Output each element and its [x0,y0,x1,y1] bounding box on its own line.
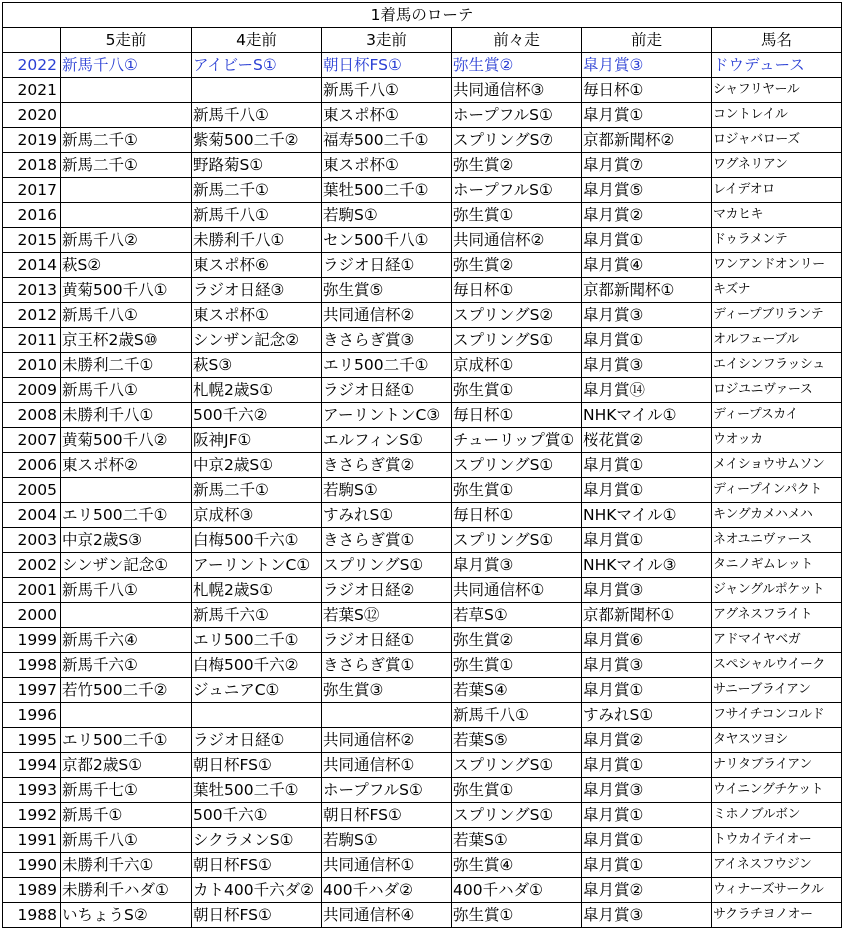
race-2-ago-cell[interactable]: スプリングS① [452,528,582,553]
table-row [3,728,842,753]
year-cell[interactable]: 2018 [3,153,61,178]
race-2-ago-cell[interactable]: 若葉S① [452,828,582,853]
year-cell[interactable]: 2006 [3,453,61,478]
year-cell[interactable]: 2008 [3,403,61,428]
table-row [3,253,842,278]
race-4-ago-cell[interactable]: 未勝利千八① [192,228,322,253]
year-cell[interactable]: 2002 [3,553,61,578]
race-4-ago-cell[interactable]: 札幌2歳S① [192,578,322,603]
table-row [3,328,842,353]
race-2-ago-cell[interactable]: 弥生賞② [452,628,582,653]
previous-race-cell[interactable]: 皐月賞② [582,878,712,903]
race-3-ago-cell[interactable]: きさらぎ賞③ [322,328,452,353]
race-4-ago-cell[interactable]: アイビーS① [192,53,322,78]
previous-race-cell[interactable]: 皐月賞② [582,203,712,228]
race-2-ago-cell[interactable]: 弥生賞② [452,53,582,78]
race-2-ago-cell[interactable]: 若葉S④ [452,678,582,703]
header-2-races-ago[interactable]: 前々走 [452,28,582,53]
previous-race-cell[interactable]: NHKマイル① [582,503,712,528]
race-4-ago-cell[interactable]: 萩S③ [192,353,322,378]
table-row [3,578,842,603]
previous-race-cell[interactable]: 皐月賞① [582,753,712,778]
race-4-ago-cell[interactable]: 新馬千八① [192,203,322,228]
year-cell[interactable]: 2014 [3,253,61,278]
previous-race-cell[interactable]: 皐月賞⑤ [582,178,712,203]
year-cell[interactable]: 1988 [3,903,61,928]
race-2-ago-cell[interactable]: 弥生賞① [452,903,582,928]
header-4-races-ago[interactable]: 4走前 [192,28,322,53]
year-cell[interactable]: 2017 [3,178,61,203]
race-5-ago-cell[interactable] [61,703,192,728]
race-2-ago-cell[interactable]: 皐月賞③ [452,553,582,578]
race-5-ago-cell[interactable]: エリ500二千① [61,728,192,753]
race-3-ago-cell[interactable]: すみれS① [322,503,452,528]
race-4-ago-cell[interactable]: 朝日杯FS① [192,753,322,778]
horse-name-cell[interactable]: ウオッカ [712,428,842,453]
race-5-ago-cell[interactable]: いちょうS② [61,903,192,928]
horse-name-cell[interactable]: ミホノブルボン [712,803,842,828]
table-row [3,78,842,103]
previous-race-cell[interactable]: 桜花賞② [582,428,712,453]
race-5-ago-cell[interactable]: シンザン記念① [61,553,192,578]
year-cell[interactable]: 2007 [3,428,61,453]
race-5-ago-cell[interactable]: 新馬千① [61,803,192,828]
horse-name-cell[interactable]: ワグネリアン [712,153,842,178]
table-row [3,853,842,878]
previous-race-cell[interactable]: 皐月賞⑥ [582,628,712,653]
year-cell[interactable]: 2020 [3,103,61,128]
horse-name-cell[interactable]: エイシンフラッシュ [712,353,842,378]
race-4-ago-cell[interactable]: アーリントンC① [192,553,322,578]
table-row [3,228,842,253]
previous-race-cell[interactable]: 皐月賞① [582,103,712,128]
year-cell[interactable]: 2013 [3,278,61,303]
race-2-ago-cell[interactable]: 若葉S⑤ [452,728,582,753]
race-2-ago-cell[interactable]: スプリングS① [452,453,582,478]
race-3-ago-cell[interactable]: ラジオ日経① [322,253,452,278]
previous-race-cell[interactable]: 京都新聞杯① [582,603,712,628]
year-cell[interactable]: 1998 [3,653,61,678]
race-4-ago-cell[interactable]: 新馬二千① [192,178,322,203]
header-3-races-ago[interactable]: 3走前 [322,28,452,53]
race-2-ago-cell[interactable]: 共同通信杯① [452,578,582,603]
race-2-ago-cell[interactable]: 共同通信杯③ [452,78,582,103]
race-2-ago-cell[interactable]: 弥生賞① [452,778,582,803]
table-row [3,178,842,203]
race-3-ago-cell[interactable]: 共同通信杯① [322,853,452,878]
race-2-ago-cell[interactable]: 毎日杯① [452,278,582,303]
year-cell[interactable]: 2010 [3,353,61,378]
race-4-ago-cell[interactable]: 白梅500千六② [192,653,322,678]
horse-name-cell[interactable]: トウカイテイオー [712,828,842,853]
horse-name-cell[interactable]: メイショウサムソン [712,453,842,478]
race-3-ago-cell[interactable]: 弥生賞⑤ [322,278,452,303]
race-3-ago-cell[interactable]: エルフィンS① [322,428,452,453]
previous-race-cell[interactable]: 皐月賞④ [582,253,712,278]
previous-race-cell[interactable]: 皐月賞③ [582,353,712,378]
race-4-ago-cell[interactable]: 新馬千六① [192,603,322,628]
race-4-ago-cell[interactable]: シクラメンS① [192,828,322,853]
race-5-ago-cell[interactable]: 新馬千六④ [61,628,192,653]
table-row [3,703,842,728]
race-4-ago-cell[interactable] [192,703,322,728]
horse-name-cell[interactable]: オルフェーブル [712,328,842,353]
race-4-ago-cell[interactable]: ラジオ日経③ [192,278,322,303]
race-3-ago-cell[interactable]: スプリングS① [322,553,452,578]
race-2-ago-cell[interactable]: ホープフルS① [452,103,582,128]
year-cell[interactable]: 2000 [3,603,61,628]
table-row [3,628,842,653]
table-row [3,903,842,928]
table-row [3,478,842,503]
horse-name-cell[interactable]: ディープブリランテ [712,303,842,328]
race-5-ago-cell[interactable]: 新馬千六① [61,653,192,678]
race-5-ago-cell[interactable]: 新馬二千① [61,128,192,153]
table-row [3,103,842,128]
table-row [3,828,842,853]
year-cell[interactable]: 2003 [3,528,61,553]
race-4-ago-cell[interactable]: エリ500二千① [192,628,322,653]
horse-name-cell[interactable]: ジャングルポケット [712,578,842,603]
race-3-ago-cell[interactable]: 共同通信杯① [322,753,452,778]
race-3-ago-cell[interactable]: 若駒S① [322,203,452,228]
table-row [3,503,842,528]
year-cell[interactable]: 2011 [3,328,61,353]
previous-race-cell[interactable]: 皐月賞③ [582,903,712,928]
race-3-ago-cell[interactable]: 新馬千八① [322,78,452,103]
race-5-ago-cell[interactable] [61,203,192,228]
race-2-ago-cell[interactable]: 400千ハダ① [452,878,582,903]
previous-race-cell[interactable]: 皐月賞② [582,728,712,753]
table-title[interactable]: 1着馬のローテ [3,3,842,28]
race-2-ago-cell[interactable]: 弥生賞① [452,378,582,403]
previous-race-cell[interactable]: 皐月賞③ [582,778,712,803]
year-cell[interactable]: 1991 [3,828,61,853]
table-row [3,528,842,553]
race-3-ago-cell[interactable]: 若葉S⑫ [322,603,452,628]
year-cell[interactable]: 1992 [3,803,61,828]
year-cell[interactable]: 1997 [3,678,61,703]
horse-name-cell[interactable]: サニーブライアン [712,678,842,703]
table-row [3,653,842,678]
race-4-ago-cell[interactable]: 新馬千八① [192,103,322,128]
horse-name-cell[interactable]: アグネスフライト [712,603,842,628]
race-4-ago-cell[interactable]: 500千六① [192,803,322,828]
previous-race-cell[interactable]: 毎日杯① [582,78,712,103]
race-3-ago-cell[interactable]: 共同通信杯④ [322,903,452,928]
race-3-ago-cell[interactable]: 葉牡500二千① [322,178,452,203]
race-4-ago-cell[interactable]: シンザン記念② [192,328,322,353]
race-5-ago-cell[interactable]: 新馬千八① [61,53,192,78]
horse-name-cell[interactable]: ワンアンドオンリー [712,253,842,278]
race-4-ago-cell[interactable]: 葉牡500二千① [192,778,322,803]
race-4-ago-cell[interactable]: 紫菊500二千② [192,128,322,153]
horse-name-cell[interactable]: ウイニングチケット [712,778,842,803]
horse-name-cell[interactable]: ドウデュース [712,53,842,78]
horse-name-cell[interactable]: キングカメハメハ [712,503,842,528]
race-5-ago-cell[interactable]: 黄菊500千八② [61,428,192,453]
race-2-ago-cell[interactable]: 弥生賞① [452,653,582,678]
race-5-ago-cell[interactable]: 未勝利千六① [61,853,192,878]
race-4-ago-cell[interactable]: 白梅500千六① [192,528,322,553]
race-3-ago-cell[interactable]: 東スポ杯① [322,103,452,128]
horse-name-cell[interactable]: マカヒキ [712,203,842,228]
race-3-ago-cell[interactable]: セン500千八① [322,228,452,253]
race-3-ago-cell[interactable]: エリ500二千① [322,353,452,378]
previous-race-cell[interactable]: 皐月賞③ [582,578,712,603]
previous-race-cell[interactable]: 皐月賞① [582,453,712,478]
race-4-ago-cell[interactable]: 東スポ杯① [192,303,322,328]
year-cell[interactable]: 2022 [3,53,61,78]
previous-race-cell[interactable]: 皐月賞① [582,478,712,503]
race-5-ago-cell[interactable]: 京王杯2歳S⑩ [61,328,192,353]
year-cell[interactable]: 2015 [3,228,61,253]
race-2-ago-cell[interactable]: 毎日杯① [452,403,582,428]
race-5-ago-cell[interactable]: エリ500二千① [61,503,192,528]
race-3-ago-cell[interactable] [322,703,452,728]
table-row [3,53,842,78]
previous-race-cell[interactable]: 皐月賞① [582,328,712,353]
race-2-ago-cell[interactable]: スプリングS⑦ [452,128,582,153]
race-2-ago-cell[interactable]: 毎日杯① [452,503,582,528]
race-5-ago-cell[interactable]: 新馬千八① [61,378,192,403]
header-row [3,28,842,53]
race-2-ago-cell[interactable]: スプリングS② [452,303,582,328]
race-2-ago-cell[interactable]: ホープフルS① [452,178,582,203]
previous-race-cell[interactable]: 皐月賞① [582,228,712,253]
race-5-ago-cell[interactable]: 新馬千七① [61,778,192,803]
race-5-ago-cell[interactable]: 黄菊500千八① [61,278,192,303]
race-2-ago-cell[interactable]: 共同通信杯② [452,228,582,253]
race-3-ago-cell[interactable]: ラジオ日経② [322,578,452,603]
year-cell[interactable]: 2021 [3,78,61,103]
horse-name-cell[interactable]: タニノギムレット [712,553,842,578]
race-3-ago-cell[interactable]: 共同通信杯② [322,303,452,328]
race-5-ago-cell[interactable]: 若竹500二千② [61,678,192,703]
race-3-ago-cell[interactable]: きさらぎ賞① [322,528,452,553]
table-row [3,303,842,328]
previous-race-cell[interactable]: 皐月賞① [582,528,712,553]
race-3-ago-cell[interactable]: 東スポ杯① [322,153,452,178]
year-cell[interactable]: 1999 [3,628,61,653]
race-5-ago-cell[interactable]: 未勝利二千① [61,353,192,378]
table-row [3,278,842,303]
table-row [3,428,842,453]
race-2-ago-cell[interactable]: チューリップ賞① [452,428,582,453]
table-row [3,203,842,228]
horse-name-cell[interactable]: コントレイル [712,103,842,128]
year-cell[interactable]: 1995 [3,728,61,753]
header-5-races-ago[interactable]: 5走前 [61,28,192,53]
horse-name-cell[interactable]: ロジユニヴァース [712,378,842,403]
race-5-ago-cell[interactable]: 東スポ杯② [61,453,192,478]
horse-name-cell[interactable]: ロジャバローズ [712,128,842,153]
previous-race-cell[interactable]: 皐月賞⑦ [582,153,712,178]
year-cell[interactable]: 2004 [3,503,61,528]
year-cell[interactable]: 1989 [3,878,61,903]
previous-race-cell[interactable]: 皐月賞① [582,853,712,878]
rotation-table [2,2,842,928]
table-row [3,753,842,778]
previous-race-cell[interactable]: 皐月賞③ [582,653,712,678]
header-horse-name[interactable]: 馬名 [712,28,842,53]
race-4-ago-cell[interactable]: 朝日杯FS① [192,853,322,878]
horse-name-cell[interactable]: フサイチコンコルド [712,703,842,728]
horse-name-cell[interactable]: スペシャルウイーク [712,653,842,678]
year-cell[interactable]: 1990 [3,853,61,878]
previous-race-cell[interactable]: 京都新聞杯② [582,128,712,153]
race-2-ago-cell[interactable]: 弥生賞① [452,203,582,228]
race-2-ago-cell[interactable]: スプリングS① [452,803,582,828]
race-2-ago-cell[interactable]: 若草S① [452,603,582,628]
previous-race-cell[interactable]: 皐月賞① [582,828,712,853]
table-row [3,778,842,803]
horse-name-cell[interactable]: ウィナーズサークル [712,878,842,903]
table-row [3,553,842,578]
horse-name-cell[interactable]: キズナ [712,278,842,303]
race-3-ago-cell[interactable]: 福寿500二千① [322,128,452,153]
race-3-ago-cell[interactable]: ラジオ日経① [322,628,452,653]
race-3-ago-cell[interactable]: 弥生賞③ [322,678,452,703]
race-3-ago-cell[interactable]: 若駒S① [322,478,452,503]
year-cell[interactable]: 2001 [3,578,61,603]
race-4-ago-cell[interactable]: 中京2歳S① [192,453,322,478]
race-3-ago-cell[interactable]: ホープフルS① [322,778,452,803]
race-4-ago-cell[interactable]: カト400千六ダ② [192,878,322,903]
race-3-ago-cell[interactable]: 400千ハダ② [322,878,452,903]
header-previous-race[interactable]: 前走 [582,28,712,53]
race-2-ago-cell[interactable]: 弥生賞② [452,153,582,178]
table-row [3,603,842,628]
year-cell[interactable]: 1996 [3,703,61,728]
table-row [3,378,842,403]
race-4-ago-cell[interactable]: 東スポ杯⑥ [192,253,322,278]
race-4-ago-cell[interactable]: 野路菊S① [192,153,322,178]
previous-race-cell[interactable]: 皐月賞① [582,803,712,828]
race-2-ago-cell[interactable]: 弥生賞④ [452,853,582,878]
horse-name-cell[interactable]: サクラチヨノオー [712,903,842,928]
horse-name-cell[interactable]: シャフリヤール [712,78,842,103]
race-5-ago-cell[interactable] [61,78,192,103]
table-row [3,128,842,153]
race-4-ago-cell[interactable]: 阪神JF① [192,428,322,453]
previous-race-cell[interactable]: 京都新聞杯① [582,278,712,303]
table-row [3,453,842,478]
previous-race-cell[interactable]: NHKマイル① [582,403,712,428]
year-cell[interactable]: 2005 [3,478,61,503]
race-5-ago-cell[interactable]: 萩S② [61,253,192,278]
race-4-ago-cell[interactable]: ラジオ日経① [192,728,322,753]
race-5-ago-cell[interactable]: 新馬千八① [61,303,192,328]
race-4-ago-cell[interactable]: 京成杯③ [192,503,322,528]
race-5-ago-cell[interactable] [61,478,192,503]
race-3-ago-cell[interactable]: 共同通信杯② [322,728,452,753]
horse-name-cell[interactable]: アイネスフウジン [712,853,842,878]
race-5-ago-cell[interactable]: 新馬二千① [61,153,192,178]
race-4-ago-cell[interactable]: ジュニアC① [192,678,322,703]
header-year[interactable] [3,28,61,53]
table-row [3,153,842,178]
race-4-ago-cell[interactable]: 500千六② [192,403,322,428]
race-4-ago-cell[interactable] [192,78,322,103]
table-row [3,403,842,428]
horse-name-cell[interactable]: アドマイヤベガ [712,628,842,653]
year-cell[interactable]: 1993 [3,778,61,803]
table-row [3,803,842,828]
race-5-ago-cell[interactable]: 京都2歳S① [61,753,192,778]
race-3-ago-cell[interactable]: 若駒S① [322,828,452,853]
race-4-ago-cell[interactable]: 新馬二千① [192,478,322,503]
race-3-ago-cell[interactable]: ラジオ日経① [322,378,452,403]
previous-race-cell[interactable]: 皐月賞⑭ [582,378,712,403]
previous-race-cell[interactable]: NHKマイル③ [582,553,712,578]
horse-name-cell[interactable]: ナリタブライアン [712,753,842,778]
race-5-ago-cell[interactable]: 中京2歳S③ [61,528,192,553]
year-cell[interactable]: 2016 [3,203,61,228]
race-5-ago-cell[interactable] [61,603,192,628]
horse-name-cell[interactable]: ディープスカイ [712,403,842,428]
previous-race-cell[interactable]: すみれS① [582,703,712,728]
race-3-ago-cell[interactable]: 朝日杯FS① [322,803,452,828]
horse-name-cell[interactable]: ドゥラメンテ [712,228,842,253]
year-cell[interactable]: 2012 [3,303,61,328]
horse-name-cell[interactable]: ディープインパクト [712,478,842,503]
race-3-ago-cell[interactable]: 朝日杯FS① [322,53,452,78]
previous-race-cell[interactable]: 皐月賞① [582,678,712,703]
horse-name-cell[interactable]: ネオユニヴァース [712,528,842,553]
year-cell[interactable]: 1994 [3,753,61,778]
race-3-ago-cell[interactable]: きさらぎ賞② [322,453,452,478]
year-cell[interactable]: 2019 [3,128,61,153]
horse-name-cell[interactable]: レイデオロ [712,178,842,203]
race-5-ago-cell[interactable]: 新馬千八② [61,228,192,253]
table-row [3,678,842,703]
year-cell[interactable]: 2009 [3,378,61,403]
race-4-ago-cell[interactable]: 朝日杯FS① [192,903,322,928]
race-5-ago-cell[interactable]: 新馬千八① [61,828,192,853]
race-5-ago-cell[interactable] [61,103,192,128]
race-2-ago-cell[interactable]: スプリングS① [452,753,582,778]
race-2-ago-cell[interactable]: 弥生賞② [452,253,582,278]
race-2-ago-cell[interactable]: 弥生賞① [452,478,582,503]
table-row [3,353,842,378]
table-row [3,878,842,903]
race-2-ago-cell[interactable]: 新馬千八① [452,703,582,728]
race-5-ago-cell[interactable]: 未勝利千ハダ① [61,878,192,903]
race-4-ago-cell[interactable]: 札幌2歳S① [192,378,322,403]
title-row [3,3,842,28]
horse-name-cell[interactable]: タヤスツヨシ [712,728,842,753]
race-2-ago-cell[interactable]: スプリングS① [452,328,582,353]
race-2-ago-cell[interactable]: 京成杯① [452,353,582,378]
race-5-ago-cell[interactable] [61,178,192,203]
race-5-ago-cell[interactable]: 新馬千八① [61,578,192,603]
previous-race-cell[interactable]: 皐月賞③ [582,303,712,328]
race-5-ago-cell[interactable]: 未勝利千八① [61,403,192,428]
race-3-ago-cell[interactable]: きさらぎ賞① [322,653,452,678]
previous-race-cell[interactable]: 皐月賞③ [582,53,712,78]
race-3-ago-cell[interactable]: アーリントンC③ [322,403,452,428]
